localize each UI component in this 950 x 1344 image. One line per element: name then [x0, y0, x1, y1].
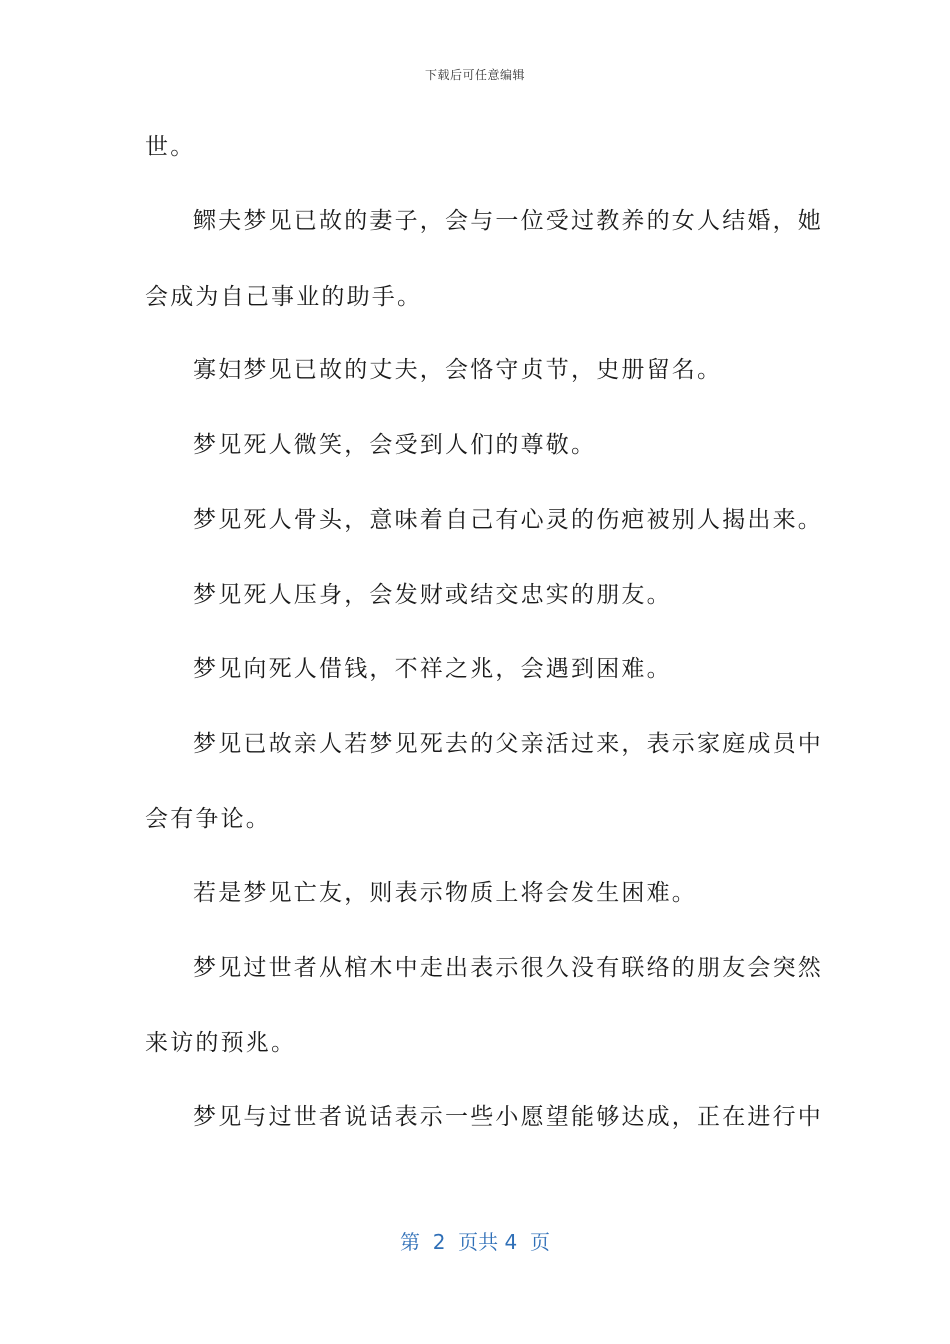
text-line: 鳏夫梦见已故的妻子，会与一位受过教养的女人结婚，她 [193, 208, 823, 234]
text-line: 会有争论。 [145, 806, 271, 832]
text-line: 若是梦见亡友，则表示物质上将会发生困难。 [193, 880, 697, 906]
page-number: 第 2 页共 4 页 [400, 1230, 550, 1254]
text-line: 寡妇梦见已故的丈夫，会恪守贞节，史册留名。 [193, 357, 723, 383]
text-line: 来访的预兆。 [145, 1030, 297, 1056]
text-line: 梦见与过世者说话表示一些小愿望能够达成，正在进行中 [193, 1104, 823, 1130]
text-line: 梦见已故亲人若梦见死去的父亲活过来，表示家庭成员中 [193, 731, 823, 757]
text-line: 梦见向死人借钱，不祥之兆，会遇到困难。 [193, 656, 672, 682]
text-line: 梦见死人压身，会发财或结交忠实的朋友。 [193, 582, 672, 608]
text-line: 梦见过世者从棺木中走出表示很久没有联络的朋友会突然 [193, 955, 823, 981]
text-line: 梦见死人骨头，意味着自己有心灵的伤疤被别人揭出来。 [193, 507, 823, 533]
text-line: 会成为自己事业的助手。 [145, 284, 423, 310]
text-line: 世。 [145, 134, 196, 160]
header-note: 下载后可任意编辑 [424, 68, 525, 82]
text-line: 梦见死人微笑，会受到人们的尊敬。 [193, 432, 597, 458]
